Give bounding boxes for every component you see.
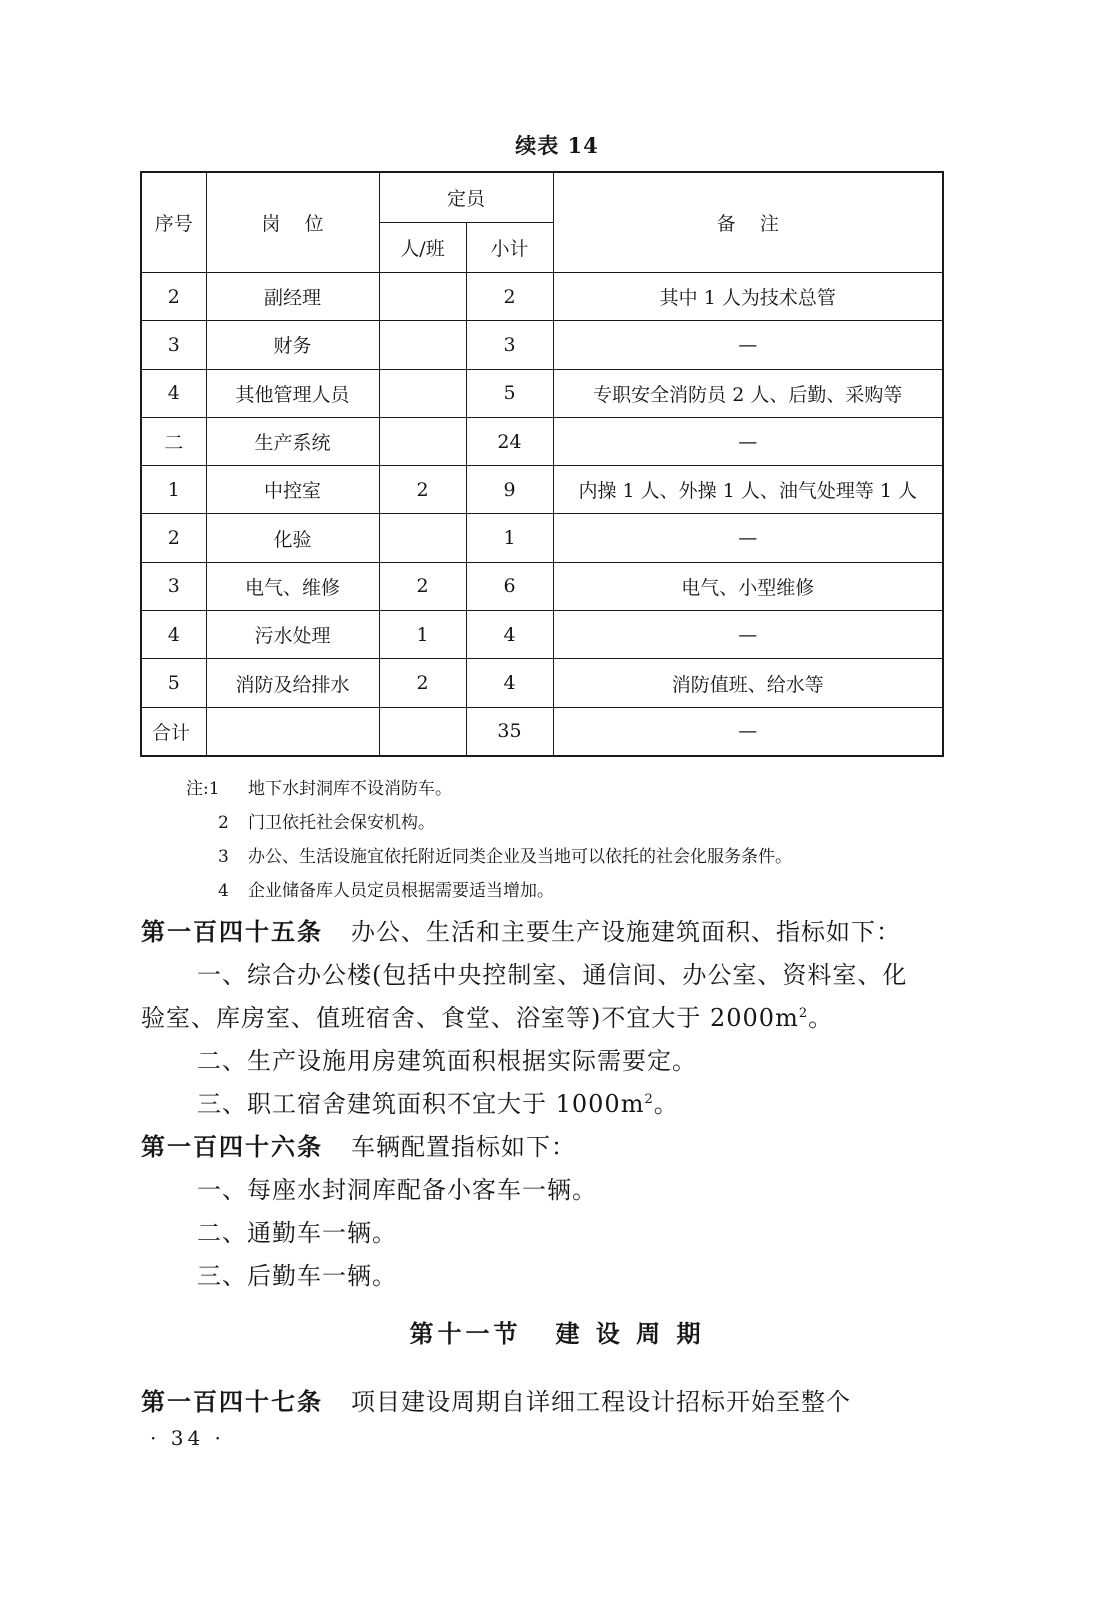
article-146 [141, 1127, 576, 1162]
cell-seq: 1 [141, 466, 206, 514]
cell-per-shift: 2 [379, 562, 466, 610]
cell-seq: 5 [141, 659, 206, 707]
table-row [141, 611, 943, 659]
article-145-item2: 二、生产设施用房建筑面积根据实际需要定。 [197, 1047, 697, 1075]
article-145-text: 办公、生活和主要生产设施建筑面积、指标如下： [351, 918, 901, 946]
table-row [141, 273, 943, 321]
note-item [186, 874, 792, 908]
cell-subtotal: 3 [466, 321, 553, 369]
header-remarks [553, 172, 943, 273]
article-145-item3-end: 。 [653, 1090, 679, 1118]
cell-per-shift [379, 273, 466, 321]
cell-per-shift: 1 [379, 611, 466, 659]
cell-post: 生产系统 [206, 417, 379, 465]
article-146-item: 二、通勤车一辆。 [197, 1219, 397, 1247]
article-145-title: 第一百四十五条 [141, 917, 323, 946]
article-145-item3 [197, 1084, 679, 1119]
note-label [186, 772, 248, 806]
table-total-row [141, 707, 943, 756]
article-145-item1-text: 验室、库房室、值班宿舍、食堂、浴室等)不宜大于 2000m [141, 1004, 799, 1032]
staffing-table [140, 171, 944, 757]
note-label-text: 注: [186, 779, 209, 799]
cell-post: 中控室 [206, 466, 379, 514]
section-title: 建 设 周 期 [555, 1319, 705, 1348]
section-heading [0, 1314, 1114, 1349]
page-number: · 34 · [150, 1426, 225, 1450]
cell-post: 电气、维修 [206, 562, 379, 610]
note-text: 办公、生活设施宜依托附近同类企业及当地可以依托的社会化服务条件。 [248, 847, 792, 867]
cell-seq: 2 [141, 514, 206, 562]
table-row [141, 514, 943, 562]
superscript: 2 [798, 1006, 809, 1021]
cell-total-label: 合计 [141, 707, 206, 756]
note-text: 门卫依托社会保安机构。 [248, 813, 435, 833]
table-caption: 续表 14 [515, 133, 599, 158]
cell-subtotal: 6 [466, 562, 553, 610]
article-145-item3-text: 三、职工宿舍建筑面积不宜大于 1000m [197, 1090, 645, 1118]
article-146-text: 车辆配置指标如下： [351, 1133, 576, 1161]
article-147 [141, 1382, 851, 1417]
table-row [141, 417, 943, 465]
cell-post: 化验 [206, 514, 379, 562]
table-row [141, 321, 943, 369]
superscript: 2 [644, 1092, 654, 1107]
header-subtotal: 小计 [466, 223, 553, 273]
note-num: 1 [208, 779, 220, 799]
cell-remark: — [553, 707, 943, 756]
cell-per-shift [379, 707, 466, 756]
cell-remark: — [553, 514, 943, 562]
cell-seq: 3 [141, 321, 206, 369]
header-per-shift: 人/班 [379, 223, 466, 273]
cell-subtotal: 4 [466, 659, 553, 707]
article-147-text: 项目建设周期自详细工程设计招标开始至整个 [351, 1388, 851, 1416]
article-146-title: 第一百四十六条 [141, 1132, 323, 1161]
cell-seq: 二 [141, 417, 206, 465]
header-remarks-text: 备 注 [716, 213, 779, 235]
cell-post: 消防及给排水 [206, 659, 379, 707]
note-item [186, 806, 792, 840]
table-row [141, 369, 943, 417]
table-row [141, 562, 943, 610]
cell-seq: 4 [141, 611, 206, 659]
article-147-title: 第一百四十七条 [141, 1387, 323, 1416]
article-146-item: 三、后勤车一辆。 [197, 1262, 397, 1290]
article-145-item1-end: 。 [808, 1004, 834, 1032]
cell-per-shift: 2 [379, 659, 466, 707]
cell-subtotal: 4 [466, 611, 553, 659]
cell-remark: 消防值班、给水等 [553, 659, 943, 707]
cell-per-shift [379, 369, 466, 417]
note-num: 3 [218, 847, 229, 867]
cell-post [206, 707, 379, 756]
cell-remark: 内操 1 人、外操 1 人、油气处理等 1 人 [553, 466, 943, 514]
cell-remark: — [553, 321, 943, 369]
cell-subtotal: 2 [466, 273, 553, 321]
cell-subtotal: 24 [466, 417, 553, 465]
cell-remark: — [553, 417, 943, 465]
cell-post: 其他管理人员 [206, 369, 379, 417]
cell-subtotal: 9 [466, 466, 553, 514]
cell-subtotal: 1 [466, 514, 553, 562]
cell-post: 污水处理 [206, 611, 379, 659]
header-seq: 序号 [141, 172, 206, 273]
note-text: 企业储备库人员定员根据需要适当增加。 [248, 881, 554, 901]
table-notes [186, 772, 792, 908]
cell-per-shift [379, 417, 466, 465]
cell-remark: — [553, 611, 943, 659]
cell-seq: 4 [141, 369, 206, 417]
table-row [141, 659, 943, 707]
cell-remark: 其中 1 人为技术总管 [553, 273, 943, 321]
note-text: 地下水封洞库不设消防车。 [248, 779, 452, 799]
note-num: 2 [218, 813, 229, 833]
note-item [186, 772, 792, 806]
article-145-item1-line1: 一、综合办公楼(包括中央控制室、通信间、办公室、资料室、化 [197, 961, 908, 989]
cell-per-shift [379, 514, 466, 562]
cell-remark: 电气、小型维修 [553, 562, 943, 610]
cell-subtotal: 5 [466, 369, 553, 417]
cell-post: 财务 [206, 321, 379, 369]
cell-subtotal: 35 [466, 707, 553, 756]
article-146-item: 一、每座水封洞库配备小客车一辆。 [197, 1176, 597, 1204]
cell-seq: 2 [141, 273, 206, 321]
header-quota: 定员 [379, 172, 553, 223]
cell-remark: 专职安全消防员 2 人、后勤、采购等 [553, 369, 943, 417]
cell-per-shift [379, 321, 466, 369]
cell-post: 副经理 [206, 273, 379, 321]
note-item [186, 840, 792, 874]
cell-seq: 3 [141, 562, 206, 610]
article-145 [141, 912, 901, 947]
table-row [141, 466, 943, 514]
note-num: 4 [218, 881, 229, 901]
cell-per-shift: 2 [379, 466, 466, 514]
section-number: 第十一节 [409, 1319, 522, 1348]
header-post [206, 172, 379, 273]
article-145-item1-line2 [141, 998, 833, 1033]
header-post-text: 岗 位 [261, 213, 324, 235]
